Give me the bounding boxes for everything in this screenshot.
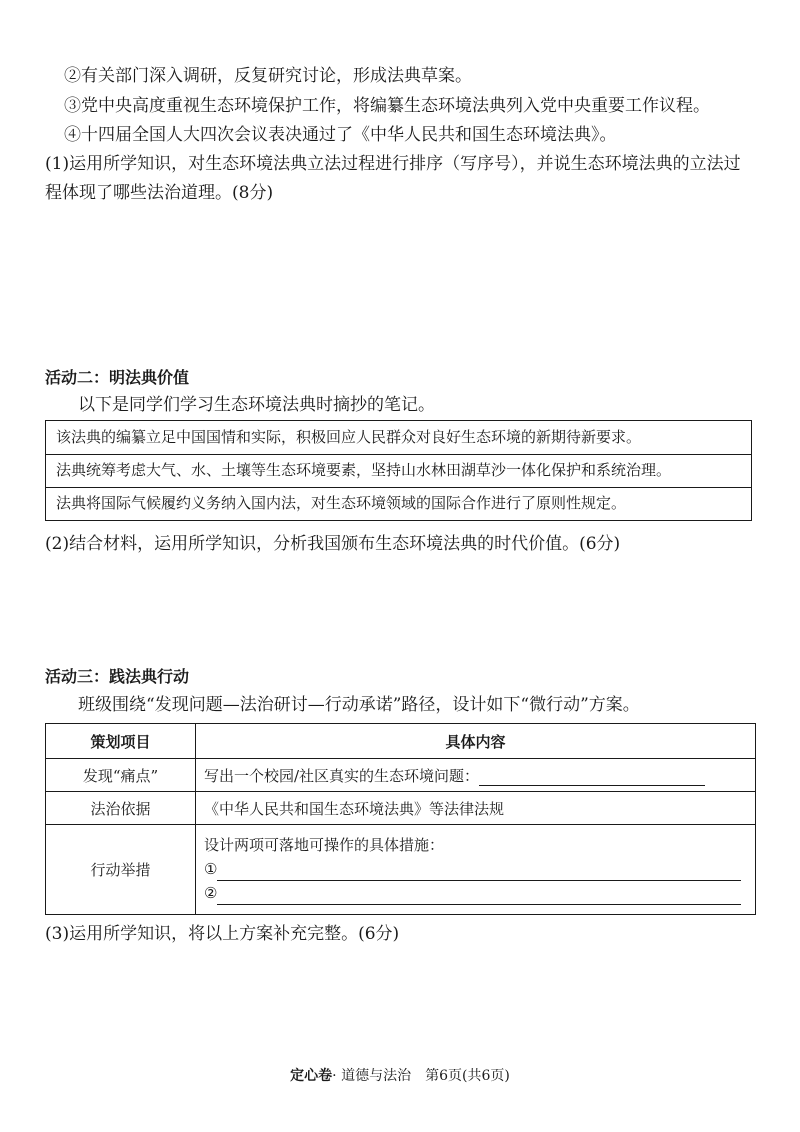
table-row	[46, 759, 756, 792]
activity-3-intro: 班级围绕“发现问题—法治研讨—行动承诺”路径，设计如下“微行动”方案。	[78, 695, 640, 715]
row-label-legal-basis: 法治依据	[46, 792, 196, 825]
action-item-2	[204, 881, 747, 905]
note-row: 法典统筹考虑大气、水、土壤等生态环境要素，坚持山水林田湖草沙一体化保护和系统治理。	[46, 454, 751, 488]
activity-2-title: 活动二：明法典价值	[45, 368, 190, 387]
row-content-pain-point	[196, 759, 756, 792]
answer-blank-line[interactable]	[217, 886, 741, 905]
answer-blank-line[interactable]	[217, 862, 741, 881]
table-row	[46, 825, 756, 915]
activity-2-intro: 以下是同学们学习生态环境法典时摘抄的笔记。	[78, 395, 435, 415]
intro-item-4: ④十四届全国人大四次会议表决通过了《中华人民共和国生态环境法典》。	[64, 125, 617, 145]
answer-blank-line[interactable]	[479, 769, 705, 786]
table-header-content: 具体内容	[196, 724, 756, 759]
question-2: (2)结合材料，运用所学知识，分析我国颁布生态环境法典的时代价值。(6分)	[45, 534, 621, 554]
table-row	[46, 792, 756, 825]
footer-brand: 定心卷	[290, 1068, 333, 1084]
pain-point-prompt: 写出一个校园/社区真实的生态环境问题：	[204, 766, 480, 785]
question-3: (3)运用所学知识，将以上方案补充完整。(6分)	[45, 924, 400, 944]
activity-3-title: 活动三：践法典行动	[45, 667, 190, 686]
note-row: 该法典的编纂立足中国国情和实际，积极回应人民群众对良好生态环境的新期待新要求。	[46, 421, 751, 455]
row-content-actions	[196, 825, 756, 915]
page-footer	[0, 1066, 800, 1086]
actions-prompt: 设计两项可落地可操作的具体措施：	[204, 835, 445, 854]
footer-page-info: · 道德与法治 第6页(共6页)	[332, 1068, 510, 1084]
action-item-1-number: ①	[204, 859, 218, 878]
action-item-1	[204, 857, 747, 881]
action-plan-table	[45, 723, 756, 915]
question-1-line-1: (1)运用所学知识，对生态环境法典立法过程进行排序（写序号），并说生态环境法典的立法过	[45, 154, 741, 174]
intro-item-3: ③党中央高度重视生态环境保护工作，将编纂生态环境法典列入党中央重要工作议程。	[64, 96, 710, 116]
intro-item-2: ②有关部门深入调研，反复研究讨论，形成法典草案。	[64, 66, 472, 86]
note-row: 法典将国际气候履约义务纳入国内法，对生态环境领域的国际合作进行了原则性规定。	[56, 494, 627, 512]
row-label-pain-point: 发现“痛点”	[46, 759, 196, 792]
row-label-actions: 行动举措	[46, 825, 196, 915]
row-content-legal-basis: 《中华人民共和国生态环境法典》等法律法规	[196, 792, 756, 825]
question-1-line-2: 程体现了哪些法治道理。(8分)	[45, 183, 274, 203]
table-header-row	[46, 724, 756, 759]
table-header-item: 策划项目	[46, 724, 196, 759]
action-item-2-number: ②	[204, 883, 218, 902]
notes-box	[45, 420, 752, 521]
